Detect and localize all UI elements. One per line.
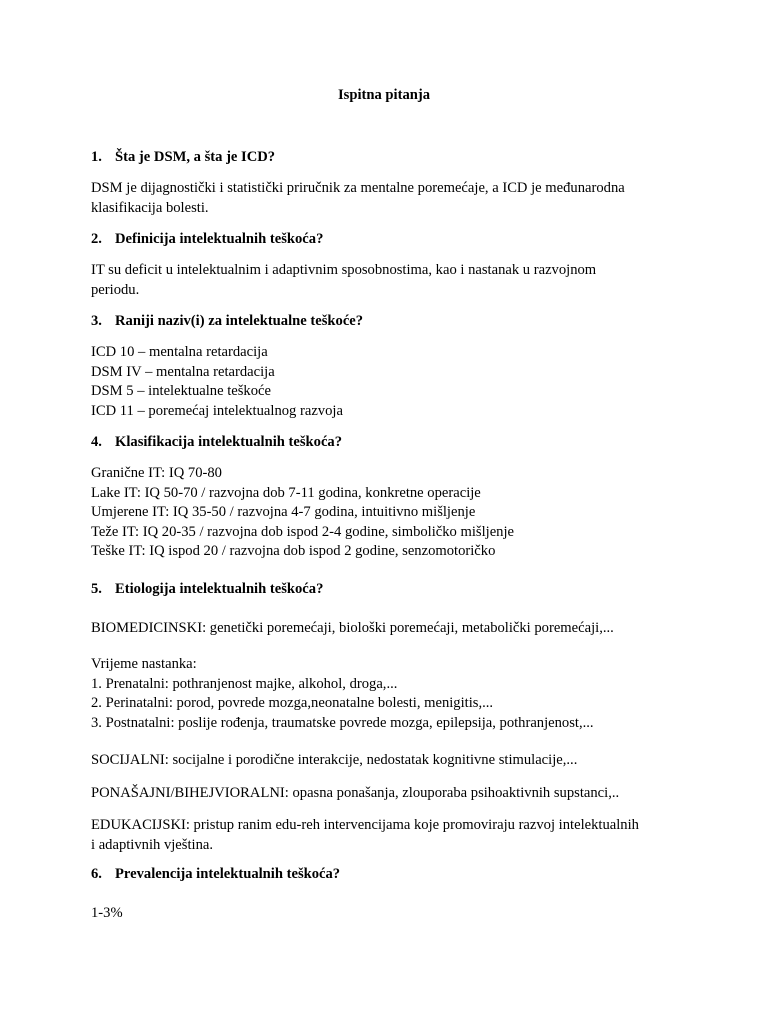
question-heading — [91, 433, 691, 453]
answer-line: DSM IV – mentalna retardacija — [91, 363, 275, 380]
question-text: Definicija intelektualnih teškoća? — [115, 231, 324, 247]
answer-line: Teške IT: IQ ispod 20 / razvojna dob ispod 2 godine, senzomotoričko — [91, 543, 496, 559]
question-number: 6. — [91, 866, 102, 882]
answer-line: BIOMEDICINSKI: genetički poremećaji, biološki poremećaji, metabolički poremećaji,... — [91, 620, 614, 636]
answer-line: Teže IT: IQ 20-35 / razvojna dob ispod 2-4 godine, simboličko mišljenje — [91, 523, 514, 540]
question-heading — [91, 148, 691, 168]
answer-line: 1-3% — [91, 905, 123, 921]
answer-line: 3. Postnatalni: poslije rođenja, traumatske povrede mozga, epilepsija, pothranjenost,... — [91, 714, 594, 731]
question-2 — [91, 230, 691, 250]
answer-line: Granične IT: IQ 70-80 — [91, 465, 222, 481]
answer-6 — [91, 904, 691, 924]
answer-1 — [91, 179, 691, 218]
question-5 — [91, 580, 691, 600]
answer-line: periodu. — [91, 281, 140, 298]
answer-line: 2. Perinatalni: porod, povrede mozga,neonatalne bolesti, menigitis,... — [91, 695, 494, 711]
answer-line: Umjerene IT: IQ 35-50 / razvojna 4-7 godina, intuitivno mišljenje — [91, 504, 476, 520]
answer-5-educational — [91, 816, 691, 855]
answer-line: Vrijeme nastanka: — [91, 656, 197, 672]
question-number: 4. — [91, 434, 102, 450]
question-3 — [91, 312, 691, 332]
answer-4 — [91, 464, 691, 562]
question-number: 1. — [91, 149, 102, 165]
answer-2 — [91, 261, 691, 300]
question-heading — [91, 312, 691, 332]
question-1 — [91, 148, 691, 168]
question-number: 3. — [91, 313, 102, 329]
answer-line: klasifikacija bolesti. — [91, 199, 209, 216]
question-text: Prevalencija intelektualnih teškoća? — [115, 866, 341, 882]
answer-line: ICD 11 – poremećaj intelektualnog razvoja — [91, 402, 343, 419]
answer-5-behavioral — [91, 784, 691, 804]
answer-line: i adaptivnih vještina. — [91, 836, 213, 853]
answer-line: Lake IT: IQ 50-70 / razvojna dob 7-11 godina, konkretne operacije — [91, 484, 481, 501]
question-heading — [91, 580, 691, 600]
answer-line: 1. Prenatalni: pothranjenost majke, alkohol, droga,... — [91, 675, 398, 692]
answer-line: IT su deficit u intelektualnim i adaptivnim sposobnostima, kao i nastanak u razvojnom — [91, 262, 597, 278]
answer-5-onset — [91, 655, 691, 733]
answer-line: DSM 5 – intelektualne teškoće — [91, 383, 271, 399]
answer-line: SOCIJALNI: socijalne i porodične interakcije, nedostatak kognitivne stimulacije,... — [91, 752, 578, 768]
question-number: 5. — [91, 581, 102, 597]
question-text: Klasifikacija intelektualnih teškoća? — [115, 434, 343, 450]
question-text: Etiologija intelektualnih teškoća? — [115, 581, 324, 597]
document-title: Ispitna pitanja — [337, 87, 431, 103]
question-text: Šta je DSM, a šta je ICD? — [115, 149, 276, 165]
answer-5-social — [91, 751, 691, 771]
answer-line: PONAŠAJNI/BIHEJVIORALNI: opasna ponašanja, zlouporaba psihoaktivnih supstanci,.. — [91, 785, 620, 801]
question-number: 2. — [91, 231, 102, 247]
question-4 — [91, 433, 691, 453]
answer-3 — [91, 343, 691, 421]
question-6 — [91, 865, 691, 885]
answer-line: DSM je dijagnostički i statistički priručnik za mentalne poremećaje, a ICD je međunarodna — [91, 180, 625, 196]
answer-line: ICD 10 – mentalna retardacija — [91, 344, 268, 360]
question-heading — [91, 230, 691, 250]
question-heading — [91, 865, 691, 885]
answer-line: EDUKACIJSKI: pristup ranim edu-reh intervencijama koje promoviraju razvoj intelektualnih — [91, 817, 639, 833]
answer-5-biomedical — [91, 619, 691, 639]
question-text: Raniji naziv(i) za intelektualne teškoće? — [115, 313, 364, 329]
